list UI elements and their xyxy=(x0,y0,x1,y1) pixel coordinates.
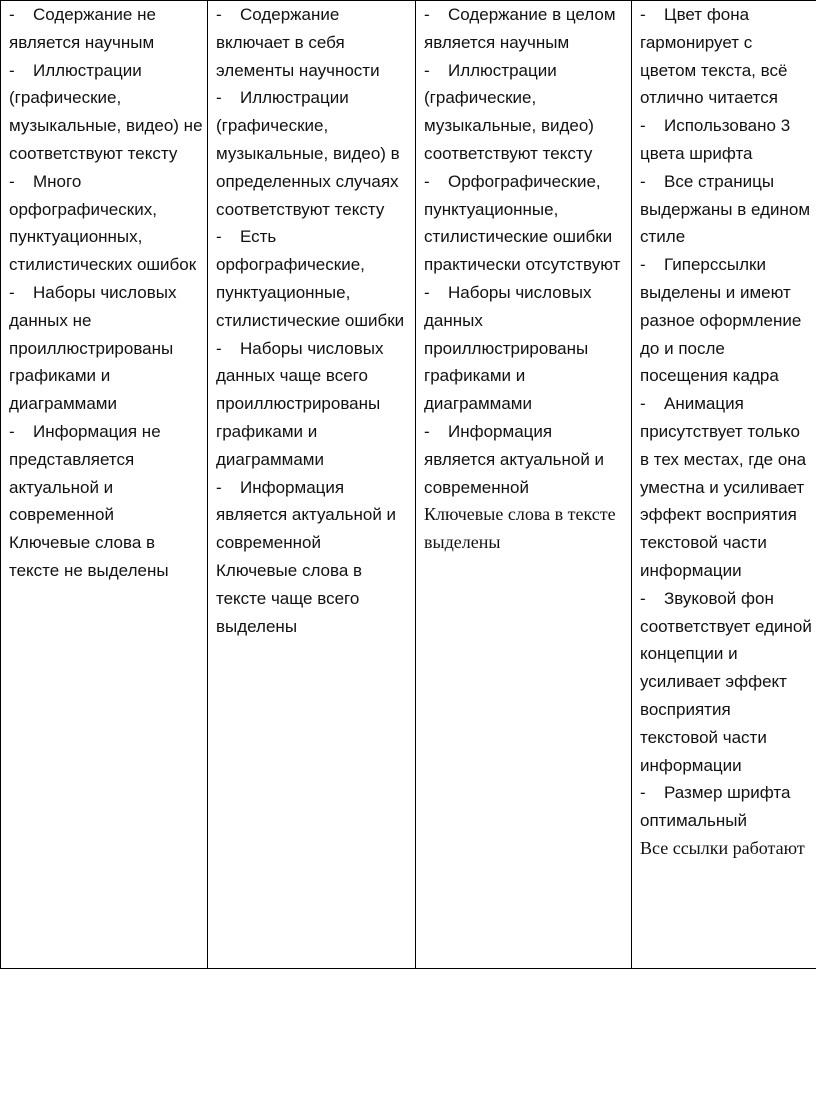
list-item: - Иллюстрации (графические, музыкальные, видео) не соответствуют тексту xyxy=(9,60,203,163)
list-item: - Иллюстрации (графические, музыкальные, видео) соответствуют тексту xyxy=(424,60,594,163)
list-item: - Все страницы выдержаны в едином стиле xyxy=(640,171,811,247)
list-item: - Информация является актуальной и современной xyxy=(216,477,397,553)
list-item: - Орфографические, пунктуационные, стилистические ошибки практически отсутствуют xyxy=(424,171,621,275)
list-item: - Наборы числовых данных чаще всего проиллюстрированы графиками и диаграммами xyxy=(216,338,384,469)
cell-column-1 xyxy=(1,1,208,969)
keywords-note: Ключевые слова в тексте чаще всего выделены xyxy=(216,560,363,636)
list-item: - Размер шрифта оптимальный xyxy=(640,783,791,831)
links-note: Все ссылки работают xyxy=(640,837,805,858)
keywords-note: Ключевые слова в тексте выделены xyxy=(424,504,616,553)
list-item: - Содержание включает в себя элементы научности xyxy=(216,5,380,80)
list-item: - Наборы числовых данных не проиллюстрированы графиками и диаграммами xyxy=(9,282,177,414)
cell-column-4 xyxy=(632,1,816,969)
table-row xyxy=(1,1,816,969)
list-item: - Информация является актуальной и современной xyxy=(424,421,605,497)
list-item: - Цвет фона гармонирует с цветом текста, всё отлично читается xyxy=(640,5,788,108)
keywords-note: Ключевые слова в тексте не выделены xyxy=(9,533,169,580)
list-item: - Много орфографических, пунктуационных, стилистических ошибок xyxy=(9,171,197,275)
list-item: - Есть орфографические, пунктуационные, стилистические ошибки xyxy=(216,227,405,330)
cell-column-3 xyxy=(416,1,632,969)
list-item: - Содержание в целом является научным xyxy=(424,5,616,52)
list-item: - Использовано 3 цвета шрифта xyxy=(640,116,791,163)
list-item: - Иллюстрации (графические, музыкальные, видео) в определенных случаях соответствуют тексту xyxy=(216,88,400,219)
cell-column-2 xyxy=(208,1,416,969)
list-item: - Содержание не является научным xyxy=(9,5,156,52)
list-item: - Наборы числовых данных проиллюстрированы графиками и диаграммами xyxy=(424,282,592,414)
list-item: - Анимация присутствует только в тех местах, где она уместна и усиливает эффект восприятия текстовой части информации xyxy=(640,394,807,580)
list-item: - Информация не представляется актуальной и современной xyxy=(9,421,161,525)
list-item: - Гиперссылки выделены и имеют разное оформление до и после посещения кадра xyxy=(640,255,802,386)
list-item: - Звуковой фон соответствует единой концепции и усиливает эффект восприятия текстовой части информации xyxy=(640,588,812,775)
